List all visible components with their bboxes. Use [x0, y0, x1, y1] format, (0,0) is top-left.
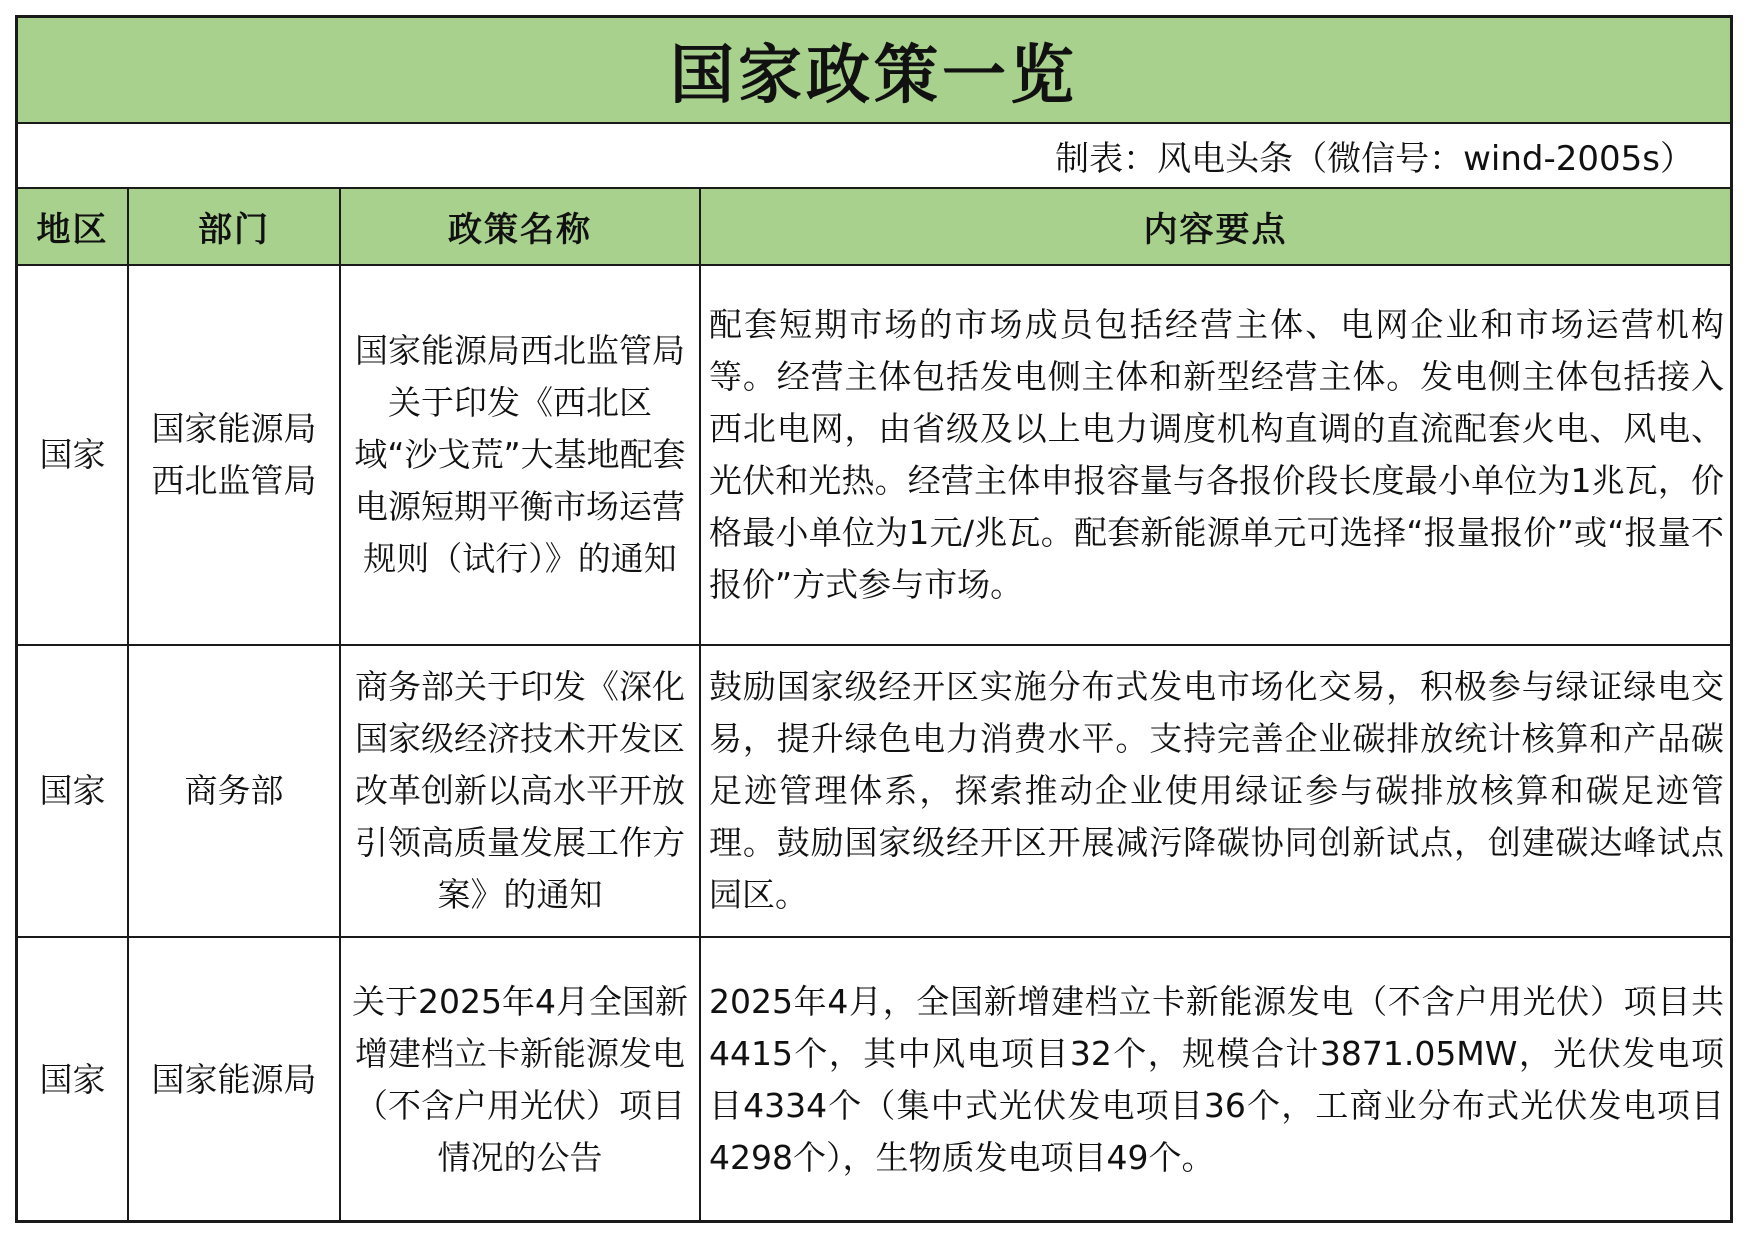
cell-key-points: 配套短期市场的市场成员包括经营主体、电网企业和市场运营机构等。经营主体包括发电侧主体和新型经营主体。发电侧主体包括接入西北电网，由省级及以上电力调度机构直调的直流配套火电、风电、光伏和光热。经营主体申报容量与各报价段长度最小单位为1兆瓦，价格最小单位为1元/兆瓦。配套新能源单元可选择“报量报价”或“报量不报价”方式参与市场。 — [700, 265, 1730, 645]
cell-key-points: 鼓励国家级经开区实施分布式发电市场化交易，积极参与绿证绿电交易，提升绿色电力消费水平。支持完善企业碳排放统计核算和产品碳足迹管理体系，探索推动企业使用绿证参与碳排放核算和碳足迹管理。鼓励国家级经开区开展减污降碳协同创新试点，创建碳达峰试点园区。 — [700, 645, 1730, 937]
policy-table — [18, 189, 1730, 1221]
cell-department: 商务部 — [128, 645, 340, 937]
page-title: 国家政策一览 — [670, 39, 1078, 113]
credit-bar — [18, 124, 1730, 189]
cell-key-points: 2025年4月，全国新增建档立卡新能源发电（不含户用光伏）项目共4415个，其中风电项目32个，规模合计3871.05MW，光伏发电项目4334个（集中式光伏发电项目36个，工商业分布式光伏发电项目4298个），生物质发电项目49个。 — [700, 937, 1730, 1221]
header-key-points: 内容要点 — [700, 189, 1730, 265]
cell-policy-name: 关于2025年4月全国新增建档立卡新能源发电（不含户用光伏）项目情况的公告 — [340, 937, 700, 1221]
cell-region: 国家 — [18, 937, 128, 1221]
header-region: 地区 — [18, 189, 128, 265]
cell-policy-name: 国家能源局西北监管局关于印发《西北区域“沙戈荒”大基地配套电源短期平衡市场运营规则（试行）》的通知 — [340, 265, 700, 645]
cell-region: 国家 — [18, 265, 128, 645]
cell-policy-name: 商务部关于印发《深化国家级经济技术开发区改革创新以高水平开放引领高质量发展工作方案》的通知 — [340, 645, 700, 937]
header-policy-name: 政策名称 — [340, 189, 700, 265]
table-row — [18, 265, 1730, 645]
table-row — [18, 645, 1730, 937]
header-department: 部门 — [128, 189, 340, 265]
table-row — [18, 937, 1730, 1221]
cell-department: 国家能源局西北监管局 — [128, 265, 340, 645]
policy-sheet — [15, 15, 1733, 1223]
title-bar — [18, 18, 1730, 124]
cell-department: 国家能源局 — [128, 937, 340, 1221]
cell-region: 国家 — [18, 645, 128, 937]
table-header-row — [18, 189, 1730, 265]
credit-text: 制表：风电头条（微信号：wind-2005s） — [1055, 139, 1694, 179]
